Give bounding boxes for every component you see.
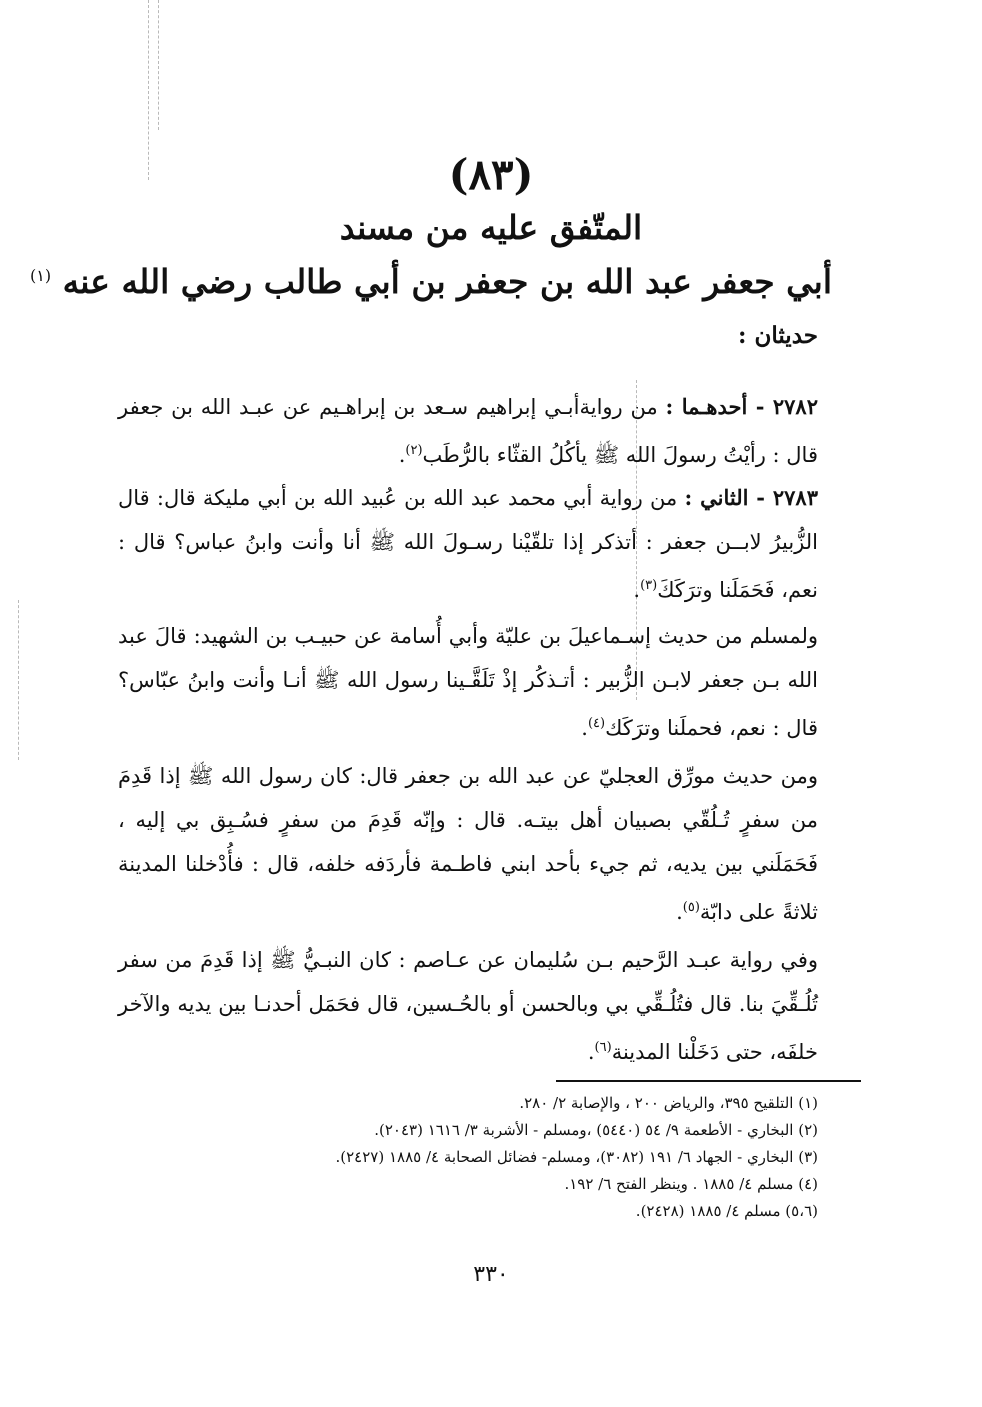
footnote-5-6: (٥،٦) مسلم ٤/ ١٨٨٥ (٢٤٢٨).: [635, 1202, 818, 1220]
scan-guide-line: [18, 600, 19, 760]
paragraph-muslim-1-note: (٤): [587, 716, 606, 731]
paragraph-muslim-1: ولمسلم من حديث إسـماعيلَ بن عليّة وأبي أُسامة عن حبيـب بن الشهيد: قالَ عبد الله بـن جعفر لابـن الزُّبير : أتـذكُر إذْ تَلَقَّـينا رسول الله ﷺ أنـا وأنت وابنُ عبّاس؟ قال : نعم، فحملَنا وترَكَك$^{(٤)}$.: [118, 624, 818, 740]
hadith-2783-note: (٣): [640, 578, 658, 593]
scan-guide-line: [158, 0, 159, 130]
footnote-divider: [556, 1080, 861, 1082]
paragraph-abd-al-rahim-text: وفي رواية عبـد الرَّحيم بـن سُليمان عن عـاصم : كان النبـيُّ ﷺ إذا قَدِمَ من سفر تُلُـقِّيَ بنا. قال فتُلُـقِّي بي وبالحسن أو بالحُـسين، قال فحَمَل أحدنـا بين يديه والآخر خلفَه، حتى دَخَلْنا المدينة: [118, 948, 818, 1064]
title-line-2-text: أبي جعفر عبد الله بن جعفر بن أبي طالب رضي الله عنه: [62, 262, 832, 301]
page-number: ٣٣٠: [473, 1262, 509, 1287]
title-line-1: المتّفق عليه من مسند: [339, 208, 643, 247]
title-footnote-ref: (١): [30, 266, 52, 285]
footnote-4: (٤) مسلم ٤/ ١٨٨٥ . وينظر الفتح ٦/ ١٩٢.: [564, 1175, 818, 1193]
paragraph-muwarriq-text: ومن حديث مورِّق العجليّ عن عبد الله بن جعفر قال: كان رسول الله ﷺ إذا قَدِمَ من سفرٍ تُـلُقّي بصبيان أهل بيتـه. قال : وإنّه قَدِمَ من سفرٍ فسُـبِق بي إليه ، فَحَمَلَني بين يديه، ثم جيء بأحد ابني فاطـمة فأردَفه خلفه، قال : فأُدْخلنا المدينة ثلاثةً على دابّة: [118, 764, 818, 924]
paragraph-muwarriq-note: (٥): [682, 900, 700, 915]
hadith-2782-label: ٢٧٨٢ - أحدهـما :: [665, 394, 818, 419]
title-line-2: [30, 262, 832, 301]
hadith-2782: ٢٧٨٢ - أحدهـما : من روايةأبـي إبراهيم سـعد بن إبراهـيم عن عبـد الله بن جعفر قال : رأيْتُ رسولَ الله ﷺ يأكُلُ القثّاء بالرُّطَب$^{(٢)}$.: [118, 394, 818, 467]
hadith-2783-label: ٢٧٨٣ - الثاني :: [684, 485, 818, 510]
footnote-1: (١) التلقيح ٣٩٥، والرياض ٢٠٠ ، والإصابة ٢/ ٢٨٠.: [519, 1094, 818, 1112]
hadith-2783-text: من رواية أبي محمد عبد الله بن عُبيد الله بن أبي مليكة قال: قال الزُّبيرُ لابــن جعفر : أتذكر إذا تلقّيْنا رسـولَ الله ﷺ أنا وأنت وابنُ عباس؟ قال : نعم، فَحَمَلَنا وترَكَكَ: [118, 486, 818, 602]
hadith-2783: ٢٧٨٣ - الثاني : من رواية أبي محمد عبد الله بن عُبيد الله بن أبي مليكة قال: قال الزُّبيرُ لابــن جعفر : أتذكر إذا تلقّيْنا رسـولَ الله ﷺ أنا وأنت وابنُ عباس؟ قال : نعم، فَحَمَلَنا وترَكَكَ$^{(٣)}$.: [118, 485, 818, 602]
paragraph-muslim-1-text: ولمسلم من حديث إسـماعيلَ بن عليّة وأبي أُسامة عن حبيـب بن الشهيد: قالَ عبد الله بـن جعفر لابـن الزُّبير : أتـذكُر إذْ تَلَقَّـينا رسول الله ﷺ أنـا وأنت وابنُ عبّاس؟ قال : نعم، فحملَنا وترَكَك: [118, 624, 818, 740]
paragraph-abd-al-rahim-note: (٦): [594, 1040, 612, 1055]
paragraph-abd-al-rahim: وفي رواية عبـد الرَّحيم بـن سُليمان عن عـاصم : كان النبـيُّ ﷺ إذا قَدِمَ من سفر تُلُـقِّيَ بنا. قال فتُلُـقِّي بي وبالحسن أو بالحُـسين، قال فحَمَل أحدنـا بين يديه والآخر خلفَه، حتى دَخَلْنا المدينة$^{(٦)}$.: [118, 948, 818, 1064]
section-heading: حديثان :: [737, 322, 818, 349]
footnote-2: (٢) البخاري - الأطعمة ٩/ ٥٤ (٥٤٤٠) ،ومسلم - الأشربة ٣/ ١٦١٦ (٢٠٤٣).: [374, 1121, 818, 1139]
footnotes: [118, 1090, 818, 1225]
footnote-3: (٣) البخاري - الجهاد ٦/ ١٩١ (٣٠٨٢)، ومسلم- فضائل الصحابة ٤/ ١٨٨٥ (٢٤٢٧).: [335, 1148, 818, 1166]
hadith-2782-note: (٢): [405, 443, 423, 458]
paragraph-muwarriq: ومن حديث مورِّق العجليّ عن عبد الله بن جعفر قال: كان رسول الله ﷺ إذا قَدِمَ من سفرٍ تُـلُقّي بصبيان أهل بيتـه. قال : وإنّه قَدِمَ من سفرٍ فسُـبِق بي إليه ، فَحَمَلَني بين يديه، ثم جيء بأحد ابني فاطـمة فأردَفه خلفه، قال : فأُدْخلنا المدينة ثلاثةً على دابّة$^{(٥)}$.: [118, 764, 818, 924]
chapter-number: (٨٣): [448, 150, 534, 199]
hadith-2782-text: من روايةأبـي إبراهيم سـعد بن إبراهـيم عن عبـد الله بن جعفر قال : رأيْتُ رسولَ الله ﷺ يأكُلُ القثّاء بالرُّطَب: [118, 395, 818, 467]
